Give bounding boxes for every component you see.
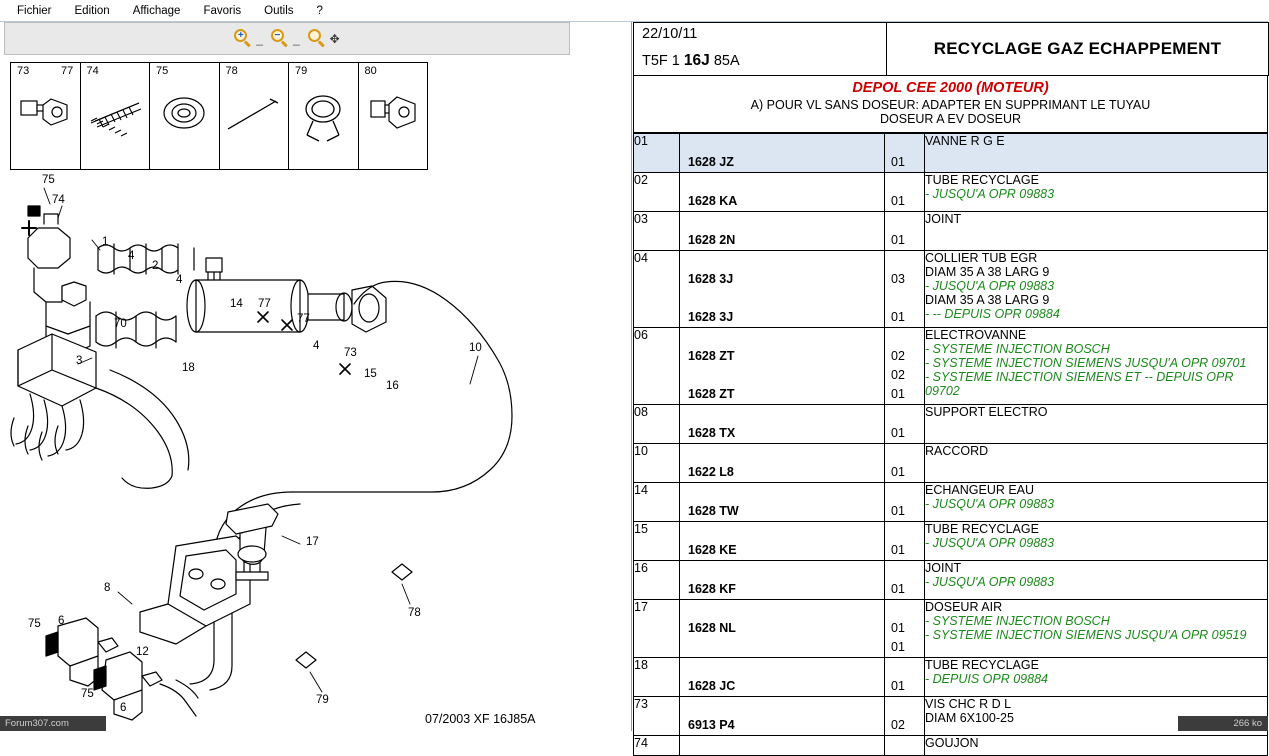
desc-title: TUBE RECYCLAGE — [925, 173, 1039, 187]
callout-6b: 6 — [120, 702, 127, 714]
menu-bar — [0, 0, 1268, 22]
part-79[interactable] — [289, 63, 359, 169]
row-quantities — [885, 697, 925, 736]
row-position: 16 — [634, 561, 680, 600]
subtitle-line-2: A) POUR VL SANS DOSEUR: ADAPTER EN SUPPRIMANT LE TUYAU — [750, 98, 1151, 112]
header-code-prefix: T5F 1 — [642, 53, 680, 69]
desc-title: COLLIER TUB EGR — [925, 251, 1038, 265]
callout-10: 10 — [469, 342, 482, 354]
zoom-pan-icon — [308, 29, 327, 48]
ref-value: 1628 TX — [688, 426, 736, 440]
row-references — [680, 658, 885, 697]
diagram-caption: 07/2003 XF 16J85A — [425, 712, 536, 726]
desc-line: DIAM 35 A 38 LARG 9 — [925, 265, 1050, 279]
row-quantities — [885, 736, 925, 756]
ref-spacer — [680, 212, 884, 231]
ref-spacer — [680, 483, 884, 502]
header-code-cell — [634, 49, 887, 76]
strip-num: 75 — [156, 65, 169, 77]
qty-spacer — [885, 444, 924, 463]
parts-strip — [10, 62, 428, 170]
row-quantities — [885, 522, 925, 561]
table-row[interactable] — [634, 697, 1268, 736]
ref-spacer — [680, 405, 884, 424]
callout-4a: 4 — [128, 250, 135, 262]
row-references — [680, 522, 885, 561]
desc-title: ECHANGEUR EAU — [925, 483, 1035, 497]
callout-8: 8 — [104, 582, 111, 594]
desc-title: JOINT — [925, 212, 962, 226]
header-code-bold: 16J — [683, 52, 710, 69]
row-description — [925, 483, 1268, 522]
ref-value: 1628 ZT — [688, 349, 735, 363]
qty-spacer — [885, 212, 924, 231]
menu-help[interactable]: ? — [316, 4, 323, 17]
qty-spacer — [885, 405, 924, 424]
table-row[interactable] — [634, 134, 1268, 173]
qty-value: 01 — [891, 640, 905, 654]
desc-note: - SYSTEME INJECTION SIEMENS JUSQU'A OPR 09701 — [925, 356, 1247, 370]
qty-value: 01 — [891, 621, 905, 635]
row-references — [680, 134, 885, 173]
part-80[interactable] — [359, 63, 428, 169]
ref-value: 1628 ZT — [688, 387, 735, 401]
row-position: 74 — [634, 736, 680, 756]
qty-spacer — [885, 289, 924, 308]
qty-value: 02 — [891, 368, 905, 382]
sheet-subtitle — [633, 76, 1268, 133]
row-quantities — [885, 561, 925, 600]
desc-note: - JUSQU'A OPR 09883 — [925, 187, 1055, 201]
row-description — [925, 600, 1268, 658]
header-title-cell — [887, 23, 1269, 76]
row-description — [925, 405, 1268, 444]
row-position: 02 — [634, 173, 680, 212]
ref-value: 1628 KF — [688, 582, 736, 596]
zoom-out-icon: − — [271, 29, 290, 48]
row-position: 01 — [634, 134, 680, 173]
part-74[interactable] — [81, 63, 151, 169]
menu-fichier[interactable]: Fichier — [17, 4, 52, 17]
desc-note: - SYSTEME INJECTION BOSCH — [925, 342, 1110, 356]
row-position: 73 — [634, 697, 680, 736]
desc-note: - -- DEPUIS OPR 09884 — [925, 307, 1060, 321]
page-title: RECYCLAGE GAZ ECHAPPEMENT — [933, 39, 1222, 58]
technical-diagram[interactable] — [0, 174, 632, 714]
row-description — [925, 212, 1268, 251]
ref-value: 6913 P4 — [688, 718, 735, 732]
toolbar-separator-2: _ — [292, 31, 300, 46]
row-references — [680, 212, 885, 251]
row-description — [925, 658, 1268, 697]
table-row[interactable] — [634, 405, 1268, 444]
table-row[interactable] — [634, 212, 1268, 251]
diagram-pane — [0, 22, 632, 731]
ref-value: 1628 NL — [688, 621, 736, 635]
desc-note: - SYSTEME INJECTION BOSCH — [925, 614, 1110, 628]
callout-75: 75 — [42, 174, 55, 186]
qty-value: 01 — [891, 426, 905, 440]
table-row[interactable] — [634, 522, 1268, 561]
callout-77a: 77 — [258, 298, 271, 310]
zoom-in-icon: + — [234, 29, 253, 48]
callout-17: 17 — [306, 536, 319, 548]
part-75[interactable] — [150, 63, 220, 169]
qty-value: 01 — [891, 155, 905, 169]
desc-title: JOINT — [925, 561, 962, 575]
ref-spacer — [680, 522, 884, 541]
row-references — [680, 697, 885, 736]
ref-spacer — [680, 561, 884, 580]
row-references — [680, 561, 885, 600]
desc-note: - DEPUIS OPR 09884 — [925, 672, 1048, 686]
row-quantities — [885, 328, 925, 405]
row-description — [925, 736, 1268, 756]
row-quantities — [885, 212, 925, 251]
row-position: 14 — [634, 483, 680, 522]
row-quantities — [885, 251, 925, 328]
row-position: 18 — [634, 658, 680, 697]
ref-value: 1628 3J — [688, 310, 734, 324]
qty-value: 01 — [891, 582, 905, 596]
pin-icon — [220, 81, 289, 165]
ref-spacer — [680, 736, 884, 755]
clamp-icon — [289, 81, 358, 165]
qty-spacer — [885, 328, 924, 347]
desc-title: TUBE RECYCLAGE — [925, 522, 1039, 536]
ref-spacer — [680, 251, 884, 270]
table-row[interactable] — [634, 328, 1268, 405]
ref-spacer — [680, 289, 884, 308]
menu-edition[interactable]: Edition — [74, 4, 110, 17]
callout-3: 3 — [76, 355, 83, 367]
desc-title: RACCORD — [925, 444, 989, 458]
table-row[interactable] — [634, 483, 1268, 522]
row-position: 10 — [634, 444, 680, 483]
desc-line: DIAM 6X100-25 — [925, 711, 1014, 725]
qty-value: 01 — [891, 543, 905, 557]
callout-16: 16 — [386, 380, 399, 392]
row-position: 08 — [634, 405, 680, 444]
desc-note: - JUSQU'A OPR 09883 — [925, 497, 1055, 511]
menu-favoris[interactable]: Favoris — [203, 4, 242, 17]
qty-spacer — [885, 134, 924, 153]
row-description — [925, 444, 1268, 483]
row-description — [925, 134, 1268, 173]
row-description — [925, 561, 1268, 600]
ref-spacer — [680, 173, 884, 192]
ref-spacer — [680, 134, 884, 153]
bolt-icon — [11, 81, 80, 165]
row-references — [680, 251, 885, 328]
callout-14: 14 — [230, 298, 243, 310]
ref-value: 1622 L8 — [688, 465, 734, 479]
header-date: 22/10/11 — [642, 26, 698, 42]
row-references — [680, 173, 885, 212]
zoom-toolbar — [4, 22, 570, 55]
qty-spacer — [885, 736, 924, 755]
row-quantities — [885, 444, 925, 483]
qty-value: 01 — [891, 504, 905, 518]
header-code-suffix: 85A — [713, 53, 740, 69]
desc-note: - SYSTEME INJECTION SIEMENS ET -- DEPUIS OPR 09702 — [925, 370, 1234, 398]
qty-spacer — [885, 173, 924, 192]
row-quantities — [885, 483, 925, 522]
parts-list-pane — [633, 22, 1268, 750]
header-code — [634, 49, 886, 75]
row-references — [680, 444, 885, 483]
subtitle-line-3: DOSEUR A EV DOSEUR — [879, 112, 1021, 126]
ref-value: 1628 TW — [688, 504, 739, 518]
qty-value: 01 — [891, 310, 905, 324]
ref-value: 1628 KA — [688, 194, 738, 208]
desc-title: VANNE R G E — [925, 134, 1005, 148]
diagram-svg — [0, 174, 632, 714]
row-position: 17 — [634, 600, 680, 658]
row-references — [680, 736, 885, 756]
qty-value: 02 — [891, 718, 905, 732]
row-description — [925, 328, 1268, 405]
row-quantities — [885, 658, 925, 697]
toolbar-separator-1: _ — [256, 31, 263, 46]
strip-num-2: 77 — [61, 65, 74, 77]
ref-spacer — [680, 444, 884, 463]
row-references — [680, 600, 885, 658]
row-position: 15 — [634, 522, 680, 561]
ref-spacer — [680, 328, 884, 347]
desc-note: - JUSQU'A OPR 09883 — [925, 279, 1055, 293]
desc-title: VIS CHC R D L — [925, 697, 1012, 711]
callout-77b: 77 — [297, 313, 310, 325]
row-position: 04 — [634, 251, 680, 328]
ref-value: 1628 JZ — [688, 155, 734, 169]
callout-6a: 6 — [58, 615, 65, 627]
callout-12: 12 — [136, 646, 149, 658]
strip-num: 74 — [86, 65, 99, 77]
desc-title: DOSEUR AIR — [925, 600, 1003, 614]
callout-79: 79 — [316, 694, 329, 706]
header-date-cell — [634, 23, 887, 50]
row-description — [925, 251, 1268, 328]
callout-70: 70 — [114, 318, 127, 330]
parts-table — [633, 133, 1268, 756]
menu-outils[interactable]: Outils — [264, 4, 294, 17]
callout-74: 74 — [52, 194, 65, 206]
part-73-77[interactable] — [11, 63, 81, 169]
ref-value: 1628 JC — [688, 679, 736, 693]
ref-value: 1628 2N — [688, 233, 736, 247]
pan-arrows-icon: ✥ — [329, 31, 340, 46]
strip-num: 79 — [295, 65, 308, 77]
footer-filesize: 266 ko — [1178, 716, 1268, 731]
qty-value: 01 — [891, 679, 905, 693]
row-references — [680, 483, 885, 522]
row-quantities — [885, 600, 925, 658]
callout-15: 15 — [364, 368, 377, 380]
table-row[interactable] — [634, 658, 1268, 697]
ref-spacer — [680, 600, 884, 619]
desc-note: - JUSQU'A OPR 09883 — [925, 536, 1055, 550]
desc-title: ELECTROVANNE — [925, 328, 1027, 342]
callout-18: 18 — [182, 362, 195, 374]
qty-value: 01 — [891, 387, 905, 401]
row-references — [680, 405, 885, 444]
table-row[interactable] — [634, 173, 1268, 212]
screw-icon — [359, 81, 428, 165]
ref-spacer — [680, 366, 884, 385]
pan-button[interactable] — [308, 29, 340, 48]
subtitle-line-1: DEPOL CEE 2000 (MOTEUR) — [852, 80, 1049, 96]
desc-title: TUBE RECYCLAGE — [925, 658, 1039, 672]
table-row[interactable] — [634, 444, 1268, 483]
desc-line: DIAM 35 A 38 LARG 9 — [925, 293, 1050, 307]
ref-spacer — [680, 697, 884, 716]
qty-spacer — [885, 600, 924, 619]
row-quantities — [885, 134, 925, 173]
ref-value: 1628 3J — [688, 272, 734, 286]
ref-value: 1628 KE — [688, 543, 737, 557]
callout-75b: 75 — [28, 618, 41, 630]
menu-affichage[interactable]: Affichage — [132, 4, 181, 17]
callout-2: 2 — [152, 260, 159, 272]
ref-spacer — [680, 658, 884, 677]
qty-spacer — [885, 561, 924, 580]
row-description — [925, 173, 1268, 212]
table-row[interactable] — [634, 600, 1268, 658]
footer-watermark: Forum307.com — [0, 716, 106, 731]
qty-value: 01 — [891, 194, 905, 208]
strip-num: 78 — [225, 65, 238, 77]
strip-num: 73 — [17, 65, 30, 77]
qty-value: 03 — [891, 272, 905, 286]
table-row[interactable] — [634, 251, 1268, 328]
callout-73: 73 — [344, 347, 357, 359]
desc-note: - SYSTEME INJECTION SIEMENS JUSQU'A OPR 09519 — [925, 628, 1247, 642]
desc-note: - JUSQU'A OPR 09883 — [925, 575, 1055, 589]
stud-icon — [81, 81, 150, 165]
callout-78: 78 — [408, 607, 421, 619]
qty-value: 01 — [891, 233, 905, 247]
callout-4b: 4 — [176, 274, 183, 286]
callout-75c: 75 — [81, 688, 94, 700]
qty-spacer — [885, 483, 924, 502]
qty-spacer — [885, 251, 924, 270]
desc-title: SUPPORT ELECTRO — [925, 405, 1048, 419]
sheet-header — [633, 22, 1269, 76]
qty-value: 01 — [891, 465, 905, 479]
row-description — [925, 522, 1268, 561]
qty-value: 02 — [891, 349, 905, 363]
table-row[interactable] — [634, 561, 1268, 600]
table-row[interactable] — [634, 736, 1268, 756]
part-78[interactable] — [220, 63, 290, 169]
row-position: 06 — [634, 328, 680, 405]
zoom-in-button[interactable] — [234, 29, 263, 48]
qty-spacer — [885, 522, 924, 541]
washer-icon — [150, 81, 219, 165]
callout-4c: 4 — [313, 340, 320, 352]
desc-title: GOUJON — [925, 736, 979, 750]
row-quantities — [885, 173, 925, 212]
strip-num: 80 — [364, 65, 377, 77]
row-quantities — [885, 405, 925, 444]
qty-spacer — [885, 697, 924, 716]
row-references — [680, 328, 885, 405]
callout-1: 1 — [102, 236, 109, 248]
row-position: 03 — [634, 212, 680, 251]
qty-spacer — [885, 658, 924, 677]
zoom-out-button[interactable] — [271, 29, 300, 48]
